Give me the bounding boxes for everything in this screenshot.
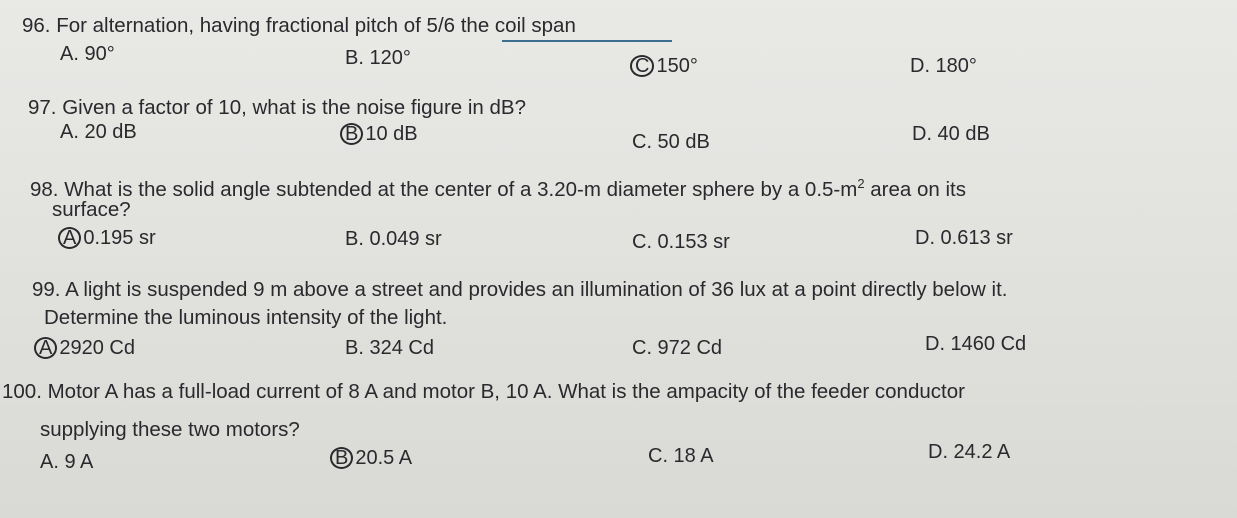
option-b: B. 120° [345, 47, 411, 69]
question-97 [28, 96, 526, 120]
circled-answer-b: B [340, 123, 363, 145]
circled-answer-a: A [34, 337, 57, 359]
option-d: D. 1460 Cd [925, 333, 1027, 355]
option-a: A. 9 A [40, 451, 94, 473]
question-text: Given a factor of 10, what is the noise figure in dB? [62, 96, 526, 119]
question-text: For alternation, having fractional pitch of 5/6 the coil span [56, 14, 576, 37]
option-a: A 0.195 sr [58, 226, 156, 250]
option-a: A 2920 Cd [34, 336, 135, 360]
option-d: D. 180° [910, 55, 977, 77]
question-number: 99. [32, 278, 61, 301]
option-b: B 10 dB [340, 122, 418, 146]
option-a: A. 20 dB [60, 121, 137, 143]
question-99 [32, 278, 1008, 302]
circled-answer-c: C [630, 55, 654, 77]
question-100 [2, 380, 965, 404]
question-98-line2: surface? [52, 198, 131, 221]
option-b: B. 324 Cd [345, 337, 434, 359]
question-96 [22, 14, 576, 38]
question-number: 97. [28, 96, 57, 119]
question-number: 100. [2, 380, 42, 403]
option-c: C 150° [630, 54, 698, 78]
circled-answer-a: A [58, 227, 81, 249]
question-text: A light is suspended 9 m above a street and provides an illumination of 36 lux at a point directly below it. [65, 278, 1008, 301]
question-100-line2: supplying these two motors? [40, 418, 300, 441]
circled-answer-b: B [330, 447, 353, 469]
pen-underline [502, 40, 672, 42]
option-d: D. 0.613 sr [915, 227, 1013, 249]
option-c: C. 0.153 sr [632, 231, 730, 253]
question-text: What is the solid angle subtended at the center of a 3.20-m diameter sphere by a 0.5-m [64, 177, 858, 201]
question-number: 98. [30, 177, 59, 201]
question-98: 98. What is the solid angle subtended at the center of a 3.20-m diameter sphere by a $0.5-m^2$ area on its [30, 176, 966, 201]
superscript: 2 [857, 176, 865, 191]
option-a: A. 90° [60, 43, 115, 65]
option-b: B. 0.049 sr [345, 228, 442, 250]
option-d: D. 40 dB [912, 123, 990, 145]
question-number: 96. [22, 14, 51, 37]
option-c: C. 972 Cd [632, 337, 723, 359]
option-b: B 20.5 A [330, 446, 412, 470]
option-d: D. 24.2 A [928, 441, 1011, 463]
question-text: Motor A has a full-load current of 8 A and motor B, 10 A. What is the ampacity of the feeder conductor [47, 380, 965, 403]
option-c: C. 18 A [648, 445, 714, 467]
question-99-line2: Determine the luminous intensity of the light. [44, 306, 448, 329]
option-c: C. 50 dB [632, 131, 710, 153]
